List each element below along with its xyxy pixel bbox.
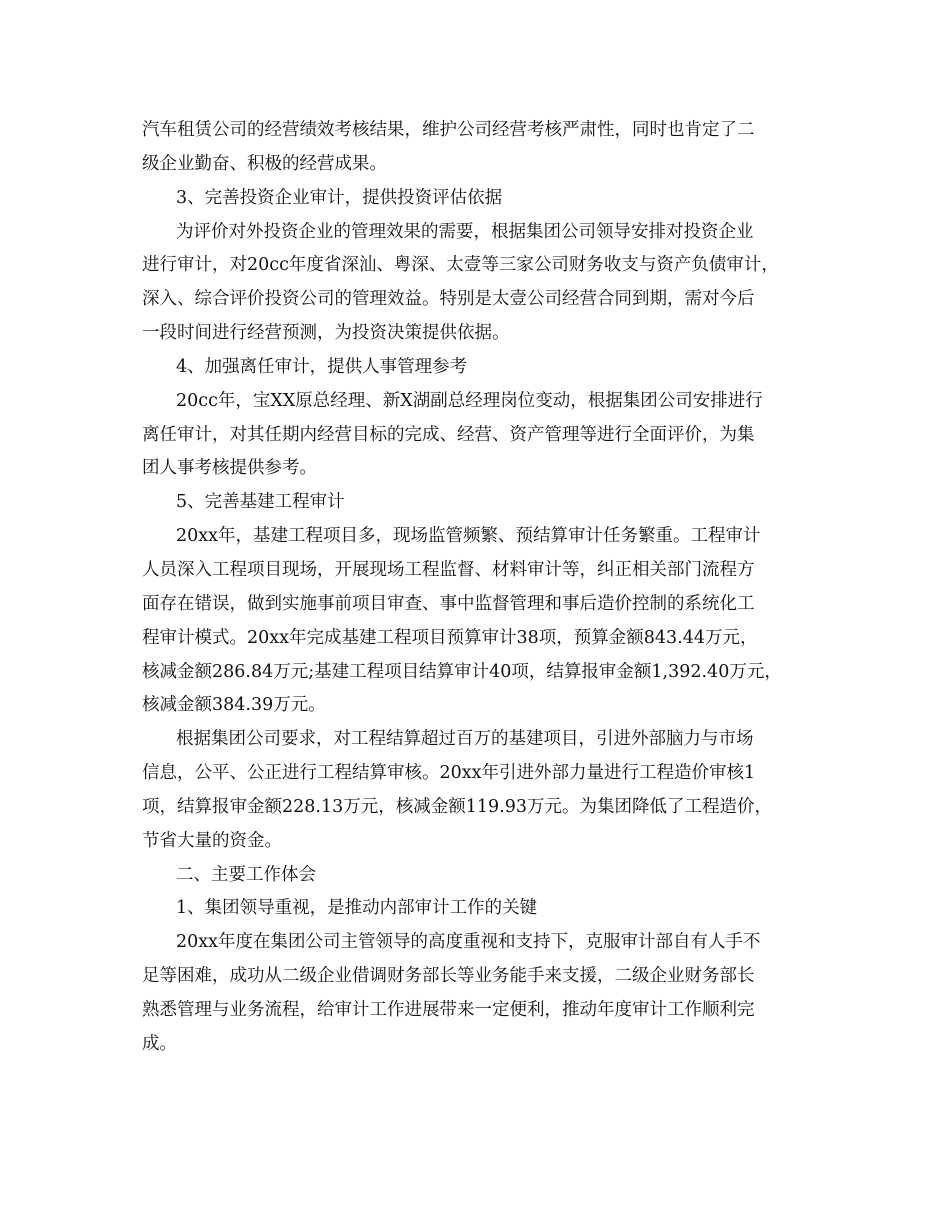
text-line: 一段时间进行经营预测，为投资决策提供依据。 bbox=[142, 323, 510, 344]
text-line: 根据集团公司要求，对工程结算超过百万的基建项目，引进外部脑力与市场 bbox=[176, 729, 754, 750]
text-line: 进行审计，对20cc年度省深汕、粤深、太壹等三家公司财务收支与资产负债审计， bbox=[142, 255, 779, 276]
text-line: 程审计模式。20xx年完成基建工程项目预算审计38项，预算金额843.44万元， bbox=[142, 627, 758, 648]
text-line: 20xx年，基建工程项目多，现场监管频繁、预结算审计任务繁重。工程审计 bbox=[176, 526, 761, 547]
section-heading: 5、完善基建工程审计 bbox=[176, 492, 345, 513]
text-line: 核减金额384.39万元。 bbox=[142, 695, 326, 716]
text-line: 汽车租赁公司的经营绩效考核结果，维护公司经营考核严肃性，同时也肯定了二 bbox=[142, 120, 755, 140]
text-line: 20cc年，宝XX原总经理、新X湖副总经理岗位变动，根据集团公司安排进行 bbox=[176, 390, 763, 411]
section-heading: 4、加强离任审计，提供人事管理参考 bbox=[176, 356, 468, 377]
text-line: 面存在错误，做到实施事前项目审查、事中监督管理和事后造价控制的系统化工 bbox=[142, 593, 755, 614]
text-line: 项，结算报审金额228.13万元，核减金额119.93万元。为集团降低了工程造价， bbox=[142, 796, 772, 817]
section-heading: 3、完善投资企业审计，提供投资评估依据 bbox=[176, 187, 503, 208]
text-line: 人员深入工程项目现场，开展现场工程监督、材料审计等，纠正相关部门流程方 bbox=[142, 559, 755, 580]
section-heading: 二、主要工作体会 bbox=[176, 864, 316, 885]
document-body bbox=[142, 114, 832, 1062]
section-heading: 1、集团领导重视，是推动内部审计工作的关键 bbox=[176, 898, 538, 919]
text-line: 节省大量的资金。 bbox=[142, 830, 282, 851]
text-line: 足等困难，成功从二级企业借调财务部长等业务能手来支援，二级企业财务部长 bbox=[142, 966, 755, 987]
text-line: 20xx年度在集团公司主管领导的高度重视和支持下，克服审计部自有人手不 bbox=[176, 932, 761, 953]
text-line: 深入、综合评价投资公司的管理效益。特别是太壹公司经营合同到期，需对今后 bbox=[142, 289, 755, 310]
text-line: 团人事考核提供参考。 bbox=[142, 458, 317, 479]
text-line: 为评价对外投资企业的管理效果的需要，根据集团公司领导安排对投资企业 bbox=[176, 221, 754, 242]
text-line: 级企业勤奋、积极的经营成果。 bbox=[142, 153, 387, 174]
text-line: 信息，公平、公正进行工程结算审核。20xx年引进外部力量进行工程造价审核1 bbox=[142, 763, 756, 784]
text-line: 熟悉管理与业务流程，给审计工作进展带来一定便利，推动年度审计工作顺利完 bbox=[142, 999, 755, 1020]
text-line: 核减金额286.84万元;基建工程项目结算审计40项，结算报审金额1,392.40万元， bbox=[142, 661, 782, 682]
text-line: 离任审计，对其任期内经营目标的完成、经营、资产管理等进行全面评价，为集 bbox=[142, 424, 755, 445]
text-line: 成。 bbox=[142, 1033, 177, 1054]
